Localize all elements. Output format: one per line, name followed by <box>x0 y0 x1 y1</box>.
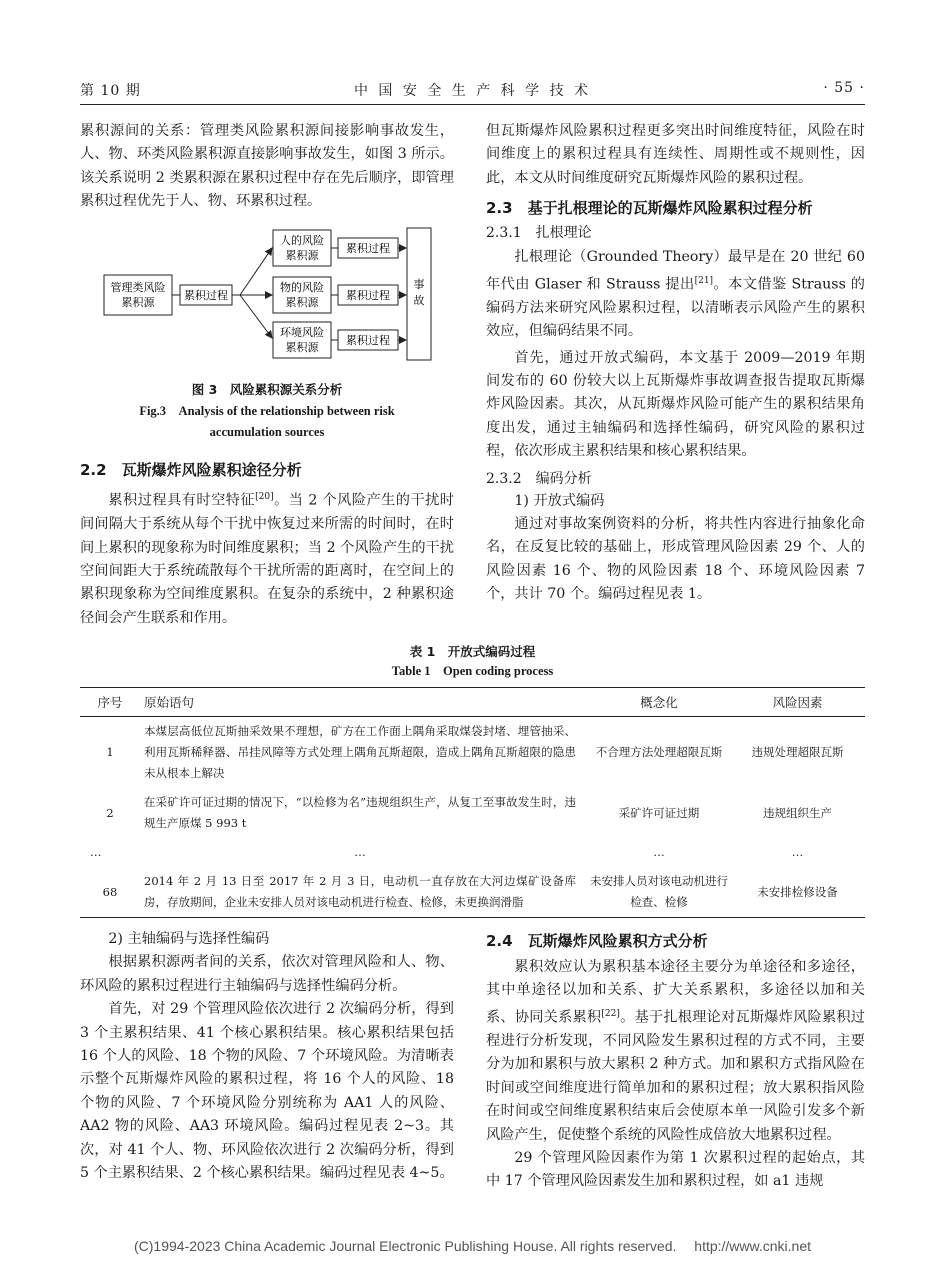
paragraph-time-dimension: 但瓦斯爆炸风险累积过程更多突出时间维度特征，风险在时间维度上的累积过程具有连续性、周期性或不规则性，因此，本文从时间维度研究瓦斯爆炸风险的累积过程。 <box>486 123 865 186</box>
mgmt-source-label-2: 累积源 <box>121 296 155 309</box>
copyright-footer: (C)1994-2023 China Academic Journal Electronic Publishing House. All rights reserved. http://www.cnki.net <box>134 1238 811 1254</box>
cell-source: 本煤层高低位瓦斯抽采效果不理想，矿方在工作面上隅角采取煤袋封堵、埋管抽采、利用瓦斯稀释器、吊挂风障等方式处理上隅角瓦斯超限，造成上隅角瓦斯超限的隐患未从根本上解决 <box>144 724 576 780</box>
risk-source-diagram <box>80 222 454 368</box>
section-2-2 <box>80 459 454 630</box>
right-column-top <box>486 120 865 607</box>
s231-text-a: 扎根理论（Grounded Theory）最早是在 20 世纪 60 年代由 Glaser 和 Strauss 提出 <box>486 249 865 293</box>
s24-text-a: 累积效应认为累积基本途径主要分为单途径和多途径，其中单途径以加和关系、扩大关系累积，多途径以加和关系、协同关系累积 <box>486 959 865 1026</box>
cell-source: 在采矿许可证过期的情况下，“以检修为名”违规组织生产，从复工至事故发生时，违规生产原煤 5 993 t <box>144 795 576 830</box>
issue-number: 第 10 期 <box>80 83 141 99</box>
cell-no: 1 <box>106 745 114 759</box>
cell-risk-factor: 违规组织生产 <box>763 805 832 820</box>
cell-risk-factor: 违规处理超限瓦斯 <box>751 745 844 759</box>
section-2-3-1-title: 2.3.1 扎根理论 <box>486 225 592 242</box>
cell-no: … <box>90 845 102 859</box>
cell-concept: 未安排人员对该电动机进行检查、检修 <box>588 867 730 918</box>
edge-label-person: 累积过程 <box>346 242 390 255</box>
cell-risk-factor: 未安排检修设备 <box>730 867 865 918</box>
paragraph-management-factors: 29 个管理风险因素作为第 1 次累积过程的起始点，其中 17 个管理风险因素发生加和累积过程，如 a1 违规 <box>486 1149 865 1190</box>
table-1-caption-en: Table 1 Open coding process <box>391 664 554 678</box>
col-header-no: 序号 <box>80 688 140 717</box>
paragraph-grounded-theory <box>486 246 865 343</box>
cell-concept: 采矿许可证过期 <box>618 805 700 820</box>
s22-text-b: 。当 2 个风险产生的干扰时间间隔大于系统从每个干扰中恢复过来所需的时间时，在时间上累积的现象称为时间维度累积；当 2 个风险产生的干扰空间间距大于系统疏散每个干扰所需的距离时，在空间上的累积现象称为空间维度累积。在复杂的系统中，2 种累积途径间会产生联系和作用。 <box>80 492 454 626</box>
edge-label-mgmt: 累积过程 <box>184 289 228 302</box>
table-header-row <box>80 688 865 717</box>
journal-title: 中 国 安 全 生 产 科 学 技 术 <box>353 83 592 99</box>
figure-3-caption-en-1: Fig.3 Analysis of the relationship between risk <box>139 404 395 418</box>
table-row <box>80 717 865 789</box>
thing-source-label-1: 物的风险 <box>280 281 324 294</box>
figure-3-caption-en-2: accumulation sources <box>209 425 325 439</box>
person-source-label-1: 人的风险 <box>280 234 324 247</box>
thing-source-label-2: 累积源 <box>285 296 319 309</box>
accident-label-1: 事 <box>413 278 425 291</box>
section-2-2-paragraph <box>80 486 454 630</box>
item-open-coding: 1) 开放式编码 <box>514 492 605 509</box>
table-row <box>80 788 865 838</box>
col-header-concept: 概念化 <box>588 688 730 717</box>
paragraph-relationship: 累积源间的关系：管理类风险累积源间接影响事故发生，人、物、环类风险累积源直接影响事故发生，如图 3 所示。该关系说明 2 类累积源在累积过程中存在先后顺序，即管理累积过程优先于人、物、环累积过程。 <box>80 123 454 210</box>
cell-concept: 不合理方法处理超限瓦斯 <box>595 745 723 759</box>
col-header-source: 原始语句 <box>140 688 588 717</box>
paragraph-axial-intro: 根据累积源两者间的关系，依次对管理风险和人、物、环风险的累积过程进行主轴编码与选择性编码分析。 <box>80 954 454 994</box>
env-source-label-1: 环境风险 <box>280 326 324 339</box>
paragraph-accumulation-mode <box>486 956 865 1147</box>
paragraph-open-coding-method: 首先，通过开放式编码，本文基于 2009—2019 年期间发布的 60 份较大以上瓦斯爆炸事故调查报告提取瓦斯爆炸风险因素。其次，从瓦斯爆炸风险可能产生的累积结果角度出发，通过主轴编码和选择性编码，研究风险的累积过程，依次形成主累积结果和核心累积结果。 <box>486 349 865 460</box>
citation-20: [20] <box>255 492 274 502</box>
section-2-3-2-title: 2.3.2 编码分析 <box>486 470 592 487</box>
cell-risk-factor: … <box>791 845 804 859</box>
section-2-3-title: 2.3 基于扎根理论的瓦斯爆炸风险累积过程分析 <box>486 199 813 218</box>
table-row <box>80 867 865 918</box>
cell-no: 68 <box>80 867 140 918</box>
section-2-4 <box>486 930 865 1194</box>
cell-no: 2 <box>106 805 114 820</box>
env-source-label-2: 累积源 <box>285 341 319 354</box>
s231-text-b: 。本文借鉴 Strauss 的编码方法来研究风险累积过程，以清晰表示风险产生的累积效应，但编码结果不同。 <box>486 276 865 340</box>
edge-label-thing: 累积过程 <box>346 289 390 302</box>
paragraph-coding-results: 通过对事故案例资料的分析，将共性内容进行抽象化命名，在反复比较的基础上，形成管理风险因素 29 个、人的风险因素 16 个、物的风险因素 18 个、环境风险因素 7 个，共计 70 个。编码过程见表 1。 <box>486 516 865 603</box>
person-source-label-2: 累积源 <box>285 249 319 262</box>
s22-text-a: 累积过程具有时空特征 <box>108 492 256 509</box>
item-axial-coding: 2) 主轴编码与选择性编码 <box>108 931 270 947</box>
header-rule <box>80 104 865 105</box>
edge-label-env: 累积过程 <box>346 334 390 347</box>
open-coding-table <box>80 687 865 918</box>
figure-3 <box>80 222 454 443</box>
section-2-4-title: 2.4 瓦斯爆炸风险累积方式分析 <box>486 932 708 950</box>
col-header-risk-factor: 风险因素 <box>730 688 865 717</box>
citation-22: [22] <box>601 1008 620 1019</box>
cell-concept: … <box>653 845 665 859</box>
cell-source: … <box>354 845 366 859</box>
mgmt-source-label-1: 管理类风险 <box>110 281 166 294</box>
section-2-2-title: 2.2 瓦斯爆炸风险累积途径分析 <box>80 461 302 479</box>
accident-label-2: 故 <box>413 294 425 307</box>
cell-source: 2014 年 2 月 13 日至 2017 年 2 月 3 日，电动机一直存放在大河边煤矿设备库房，存放期间，企业未安排人员对该电动机进行检查、检修，未更换润滑脂 <box>140 867 588 918</box>
table-1-caption-cn: 表 1 开放式编码过程 <box>409 644 536 659</box>
s24-text-b: 。基于扎根理论对瓦斯爆炸风险累积过程进行分析发现，不同风险发生累积过程的方式不同，主要分为加和累积与放大累积 2 种方式。加和累积方式指风险在时间或空间维度进行简单加和的累积过程；放大累积指风险在时间或空间维度累积结束后会使原本单一风险引发多个新风险产生，促使整个系统的风险性成倍放大地累积过程。 <box>486 1009 865 1143</box>
paragraph-axial-results: 首先，对 29 个管理风险依次进行 2 次编码分析，得到 3 个主累积结果、41 个核心累积结果。核心累积结果包括 16 个人的风险、18 个物的风险、7 个环境风险。为清晰表示整个瓦斯爆炸风险的累积过程，将 16 个人的风险、18 个物的风险、7 个环境风险分别统称为 AA1 人的风险、AA2 物的风险、AA3 环境风险。编码过程见表 2~3。其次，对 41 个人、物、环风险依次进行 2 次编码分析，得到 5 个主累积结果、2 个核心累积结果。编码过程见表 4~5。 <box>80 1001 454 1182</box>
page-number: · 55 · <box>823 80 865 96</box>
figure-3-caption-cn: 图 3 风险累积源关系分析 <box>191 382 343 397</box>
left-column-bottom <box>80 928 454 1185</box>
table-row <box>80 838 865 867</box>
citation-21: [21] <box>694 275 714 286</box>
left-column-top <box>80 120 454 214</box>
